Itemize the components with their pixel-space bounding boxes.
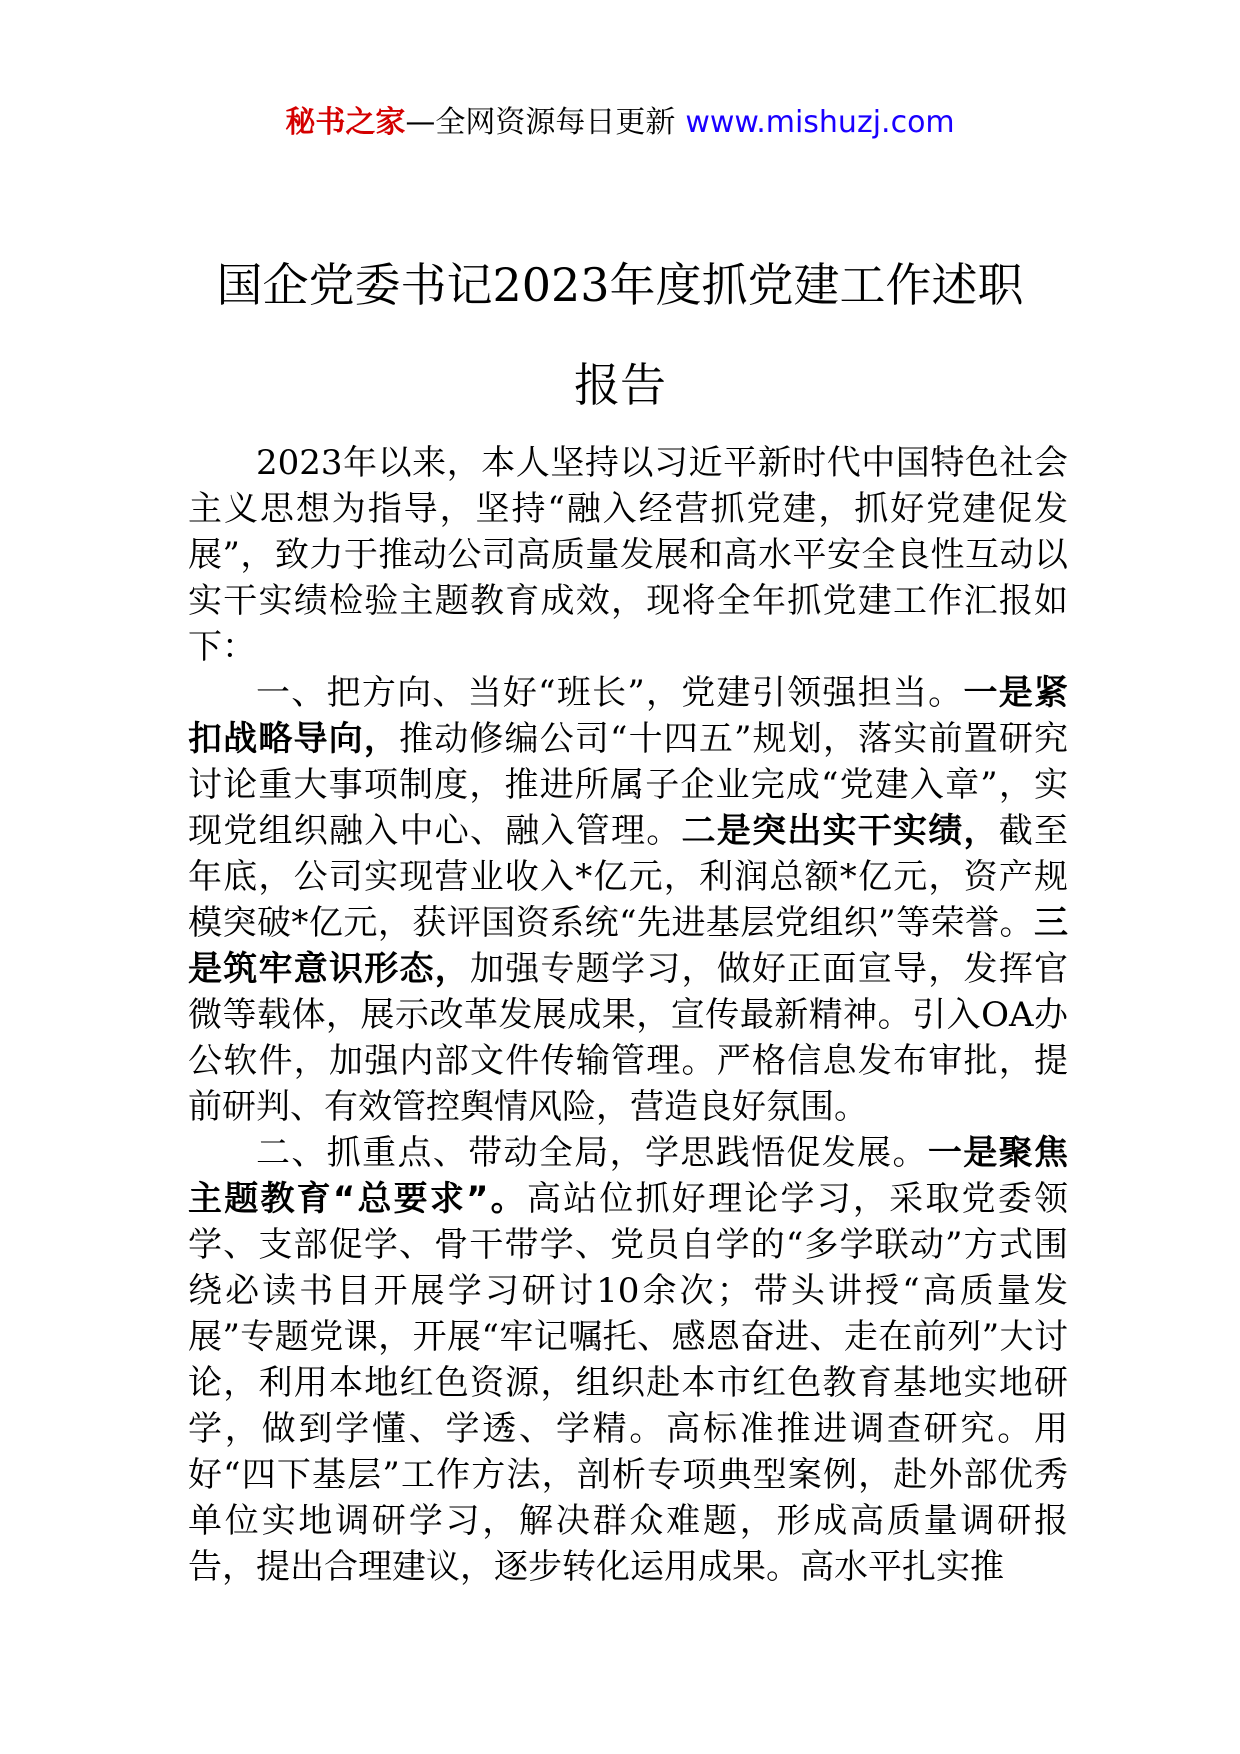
section-1-point-1-heading: 一是紧扣战略导向，: [188, 673, 1069, 759]
site-url-link[interactable]: www.mishuzj.com: [685, 105, 955, 140]
brand-name: 秘书之家: [285, 105, 406, 140]
section-1-point-3-text: 加强专题学习，做好正面宣导，发挥官微等载体，展示改革发展成果，宣传最新精神。引入OA办公软件，加强内部文件传输管理。严格信息发布审批，提前研判、有效管控舆情风险，营造良好氛围。: [188, 949, 1068, 1127]
paragraph-intro: 2023年以来，本人坚持以习近平新时代中国特色社会主义思想为指导，坚持“融入经营抓党建，抓好党建促发展”，致力于推动公司高质量发展和高水平安全良性互动以实干实绩检验主题教育成效，现将全年抓党建工作汇报如下：: [188, 443, 1068, 667]
section-1-point-1-text: 推动修编公司“十四五”规划，落实前置研究讨论重大事项制度，推进所属子企业完成“党建入章”，实现党组织融入中心、融入管理。: [188, 719, 1069, 851]
document-title: [0, 235, 1240, 435]
section-2-point-1-text: 高站位抓好理论学习，采取党委领学、支部促学、骨干带学、党员自学的“多学联动”方式围绕必读书目开展学习研讨10余次；带头讲授“高质量发展”专题党课，开展“牢记嘱托、感恩奋进、走在前列”大讨论，利用本地红色资源，组织赴本市红色教育基地实地研学，做到学懂、学透、学精。高标准推进调查研究。用好“四下基层”工作方法，剖析专项典型案例，赴外部优秀单位实地调研学习，解决群众难题，形成高质量调研报告，提出合理建议，逐步转化运用成果。高水平扎实推: [188, 1179, 1068, 1587]
title-line-1: 国企党委书记2023年度抓党建工作述职: [216, 257, 1024, 312]
paragraph-section-1: [188, 670, 1068, 1130]
section-1-point-2-text: 截至年底，公司实现营业收入*亿元，利润总额*亿元，资产规模突破*亿元，获评国资系统“先进基层党组织”等荣誉。: [188, 811, 1068, 943]
section-1-point-3-heading: 三是筑牢意识形态，: [188, 903, 1068, 989]
title-line-2: 报告: [574, 357, 666, 412]
section-1-heading: 一、把方向、当好“班长”，党建引领强担当。: [256, 673, 964, 713]
header-slogan: —全网资源每日更新: [405, 105, 676, 140]
paragraph-section-2: [188, 1130, 1068, 1590]
document-body: [188, 440, 1068, 1590]
section-2-heading: 二、抓重点、带动全局，学思践悟促发展。: [256, 1133, 928, 1173]
site-header: [0, 100, 1240, 146]
section-2-point-1-heading: 一是聚焦主题教育“总要求”。: [188, 1133, 1069, 1219]
section-1-point-2-heading: 二是突出实干实绩，: [681, 811, 999, 851]
